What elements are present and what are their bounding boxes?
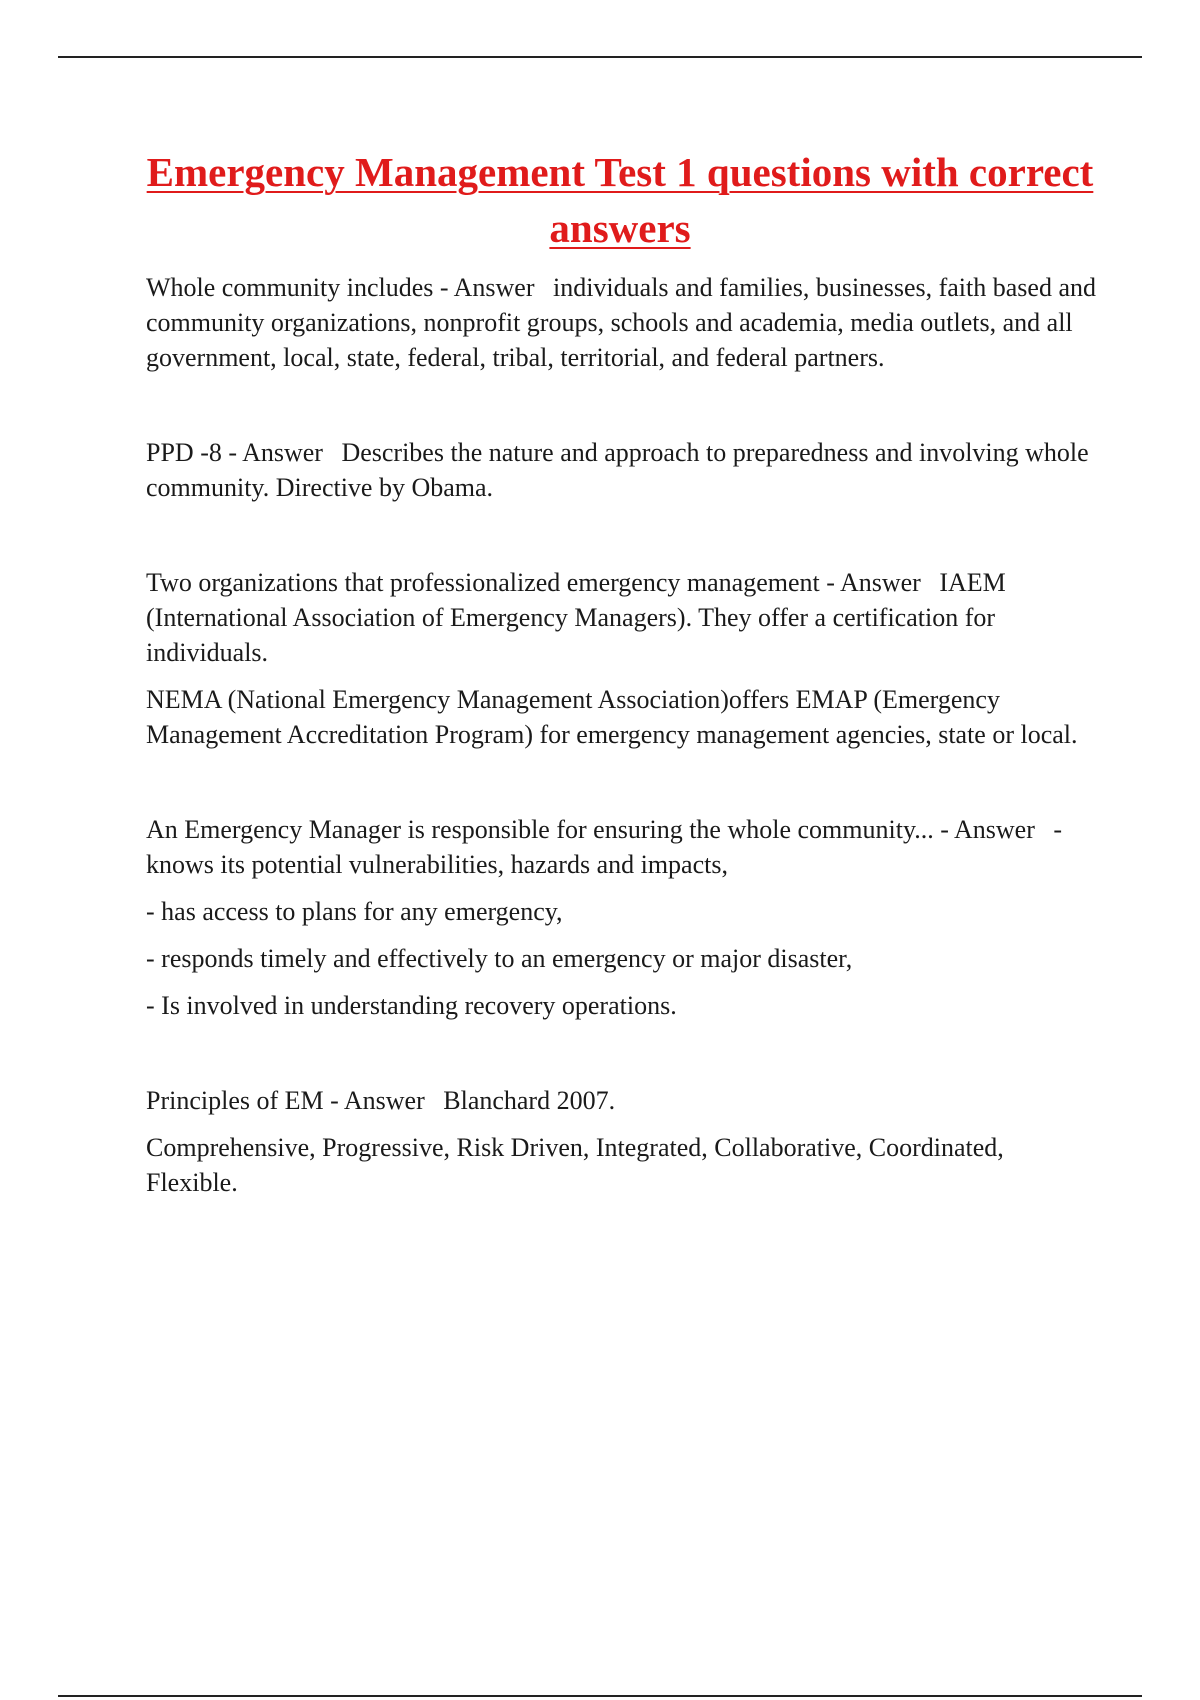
qa-entry-organizations xyxy=(146,565,1096,670)
question-text: Principles of EM - Answer xyxy=(146,1086,425,1115)
question-text: Whole community includes - Answer xyxy=(146,273,535,302)
answer-text: -knows its potential vulnerabilities, hazards and impacts, xyxy=(146,815,1063,879)
answer-text: Blanchard 2007. xyxy=(443,1086,616,1115)
answer-bullet: - has access to plans for any emergency, xyxy=(146,897,563,926)
answer-text: IAEM (International Association of Emergency Managers). They offer a certification for individuals. xyxy=(146,568,1006,667)
answer-bullet: - responds timely and effectively to an emergency or major disaster, xyxy=(146,944,853,973)
footer-rule xyxy=(58,1695,1142,1697)
document-title: Emergency Management Test 1 questions with correct answers xyxy=(146,149,1094,251)
qa-entry-ppd-8 xyxy=(146,435,1096,505)
question-text: An Emergency Manager is responsible for ensuring the whole community... - Answer xyxy=(146,815,1035,844)
answer-text: individuals and families, businesses, faith based and community organizations, nonprofit groups, schools and academia, media outlets, and all government, local, state, federal, tribal, territorial, and federal partners. xyxy=(146,273,1096,372)
question-text: PPD -8 - Answer xyxy=(146,438,323,467)
qa-entry-whole-community xyxy=(146,270,1096,375)
qa-entry-principles xyxy=(146,1083,1096,1118)
answer-text: Describes the nature and approach to preparedness and involving whole community. Directive by Obama. xyxy=(146,438,1089,502)
qa-entry-emergency-manager xyxy=(146,812,1096,882)
question-text: Two organizations that professionalized emergency management - Answer xyxy=(146,568,921,597)
answer-continuation: NEMA (National Emergency Management Association)offers EMAP (Emergency Management Accreditation Program) for emergency management agencies, state or local. xyxy=(146,685,1078,749)
document-body xyxy=(146,270,1096,1200)
answer-bullet: - Is involved in understanding recovery operations. xyxy=(146,991,677,1020)
header-rule xyxy=(58,56,1142,58)
answer-continuation: Comprehensive, Progressive, Risk Driven, Integrated, Collaborative, Coordinated, Flexible. xyxy=(146,1133,1004,1197)
